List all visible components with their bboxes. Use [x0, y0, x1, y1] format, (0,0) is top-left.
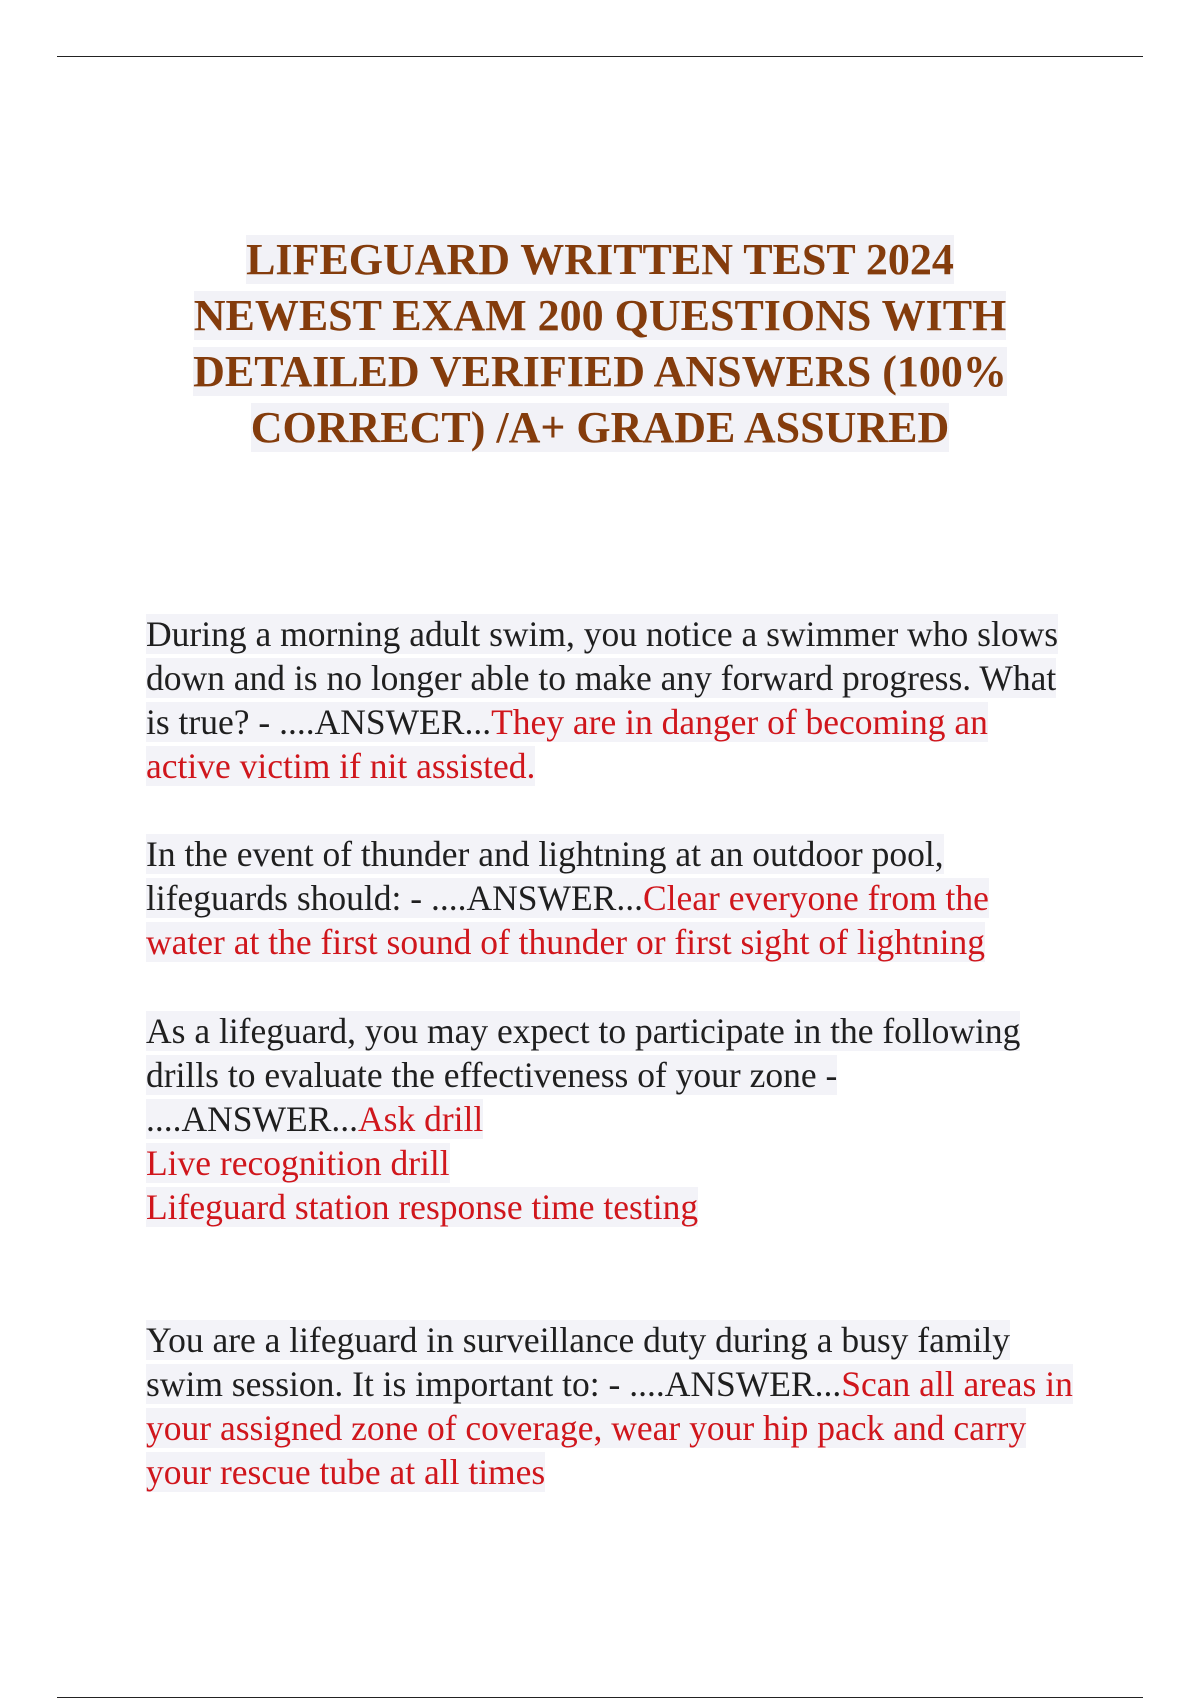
question-text: In the event of thunder and lightning at an outdoor pool, lifeguards should: -: [146, 834, 944, 918]
qa-item: [146, 1318, 1076, 1494]
answer-text: They are in danger of becoming an active victim if nit assisted.: [146, 702, 988, 786]
answer-marker: ....ANSWER...: [629, 1364, 842, 1404]
document-title: [100, 232, 1100, 456]
question-text: You are a lifeguard in surveillance duty during a busy family swim session. It is important to: -: [146, 1320, 1010, 1404]
title-line: DETAILED VERIFIED ANSWERS (100%: [193, 347, 1007, 396]
qa-item: [146, 1009, 1076, 1229]
answer-line: [146, 1141, 1076, 1185]
title-line: LIFEGUARD WRITTEN TEST 2024: [246, 235, 954, 284]
title-line: NEWEST EXAM 200 QUESTIONS WITH: [193, 291, 1007, 340]
footer-rule: [57, 1697, 1143, 1698]
answer-marker: ....ANSWER...: [430, 878, 643, 918]
header-rule: [57, 56, 1143, 57]
answer-text: Live recognition drill: [146, 1143, 450, 1183]
qa-item: [146, 832, 1076, 964]
answer-marker: ....ANSWER...: [279, 702, 492, 742]
question-text: As a lifeguard, you may expect to participate in the following drills to evaluate the effectiveness of your zone -: [146, 1011, 1021, 1095]
answer-text: Scan all areas in your assigned zone of coverage, wear your hip pack and carry your rescue tube at all times: [146, 1364, 1073, 1492]
title-line: CORRECT) /A+ GRADE ASSURED: [250, 403, 950, 452]
answer-text: Lifeguard station response time testing: [146, 1187, 699, 1227]
qa-item: [146, 612, 1076, 788]
answer-marker: ....ANSWER...: [146, 1099, 359, 1139]
answer-text: Ask drill: [358, 1099, 484, 1139]
answer-line: [146, 1185, 1076, 1229]
question-text: During a morning adult swim, you notice a swimmer who slows down and is no longer able to make any forward progress. What is true? -: [146, 614, 1059, 742]
answer-text: Clear everyone from the water at the first sound of thunder or first sight of lightning: [146, 878, 989, 962]
